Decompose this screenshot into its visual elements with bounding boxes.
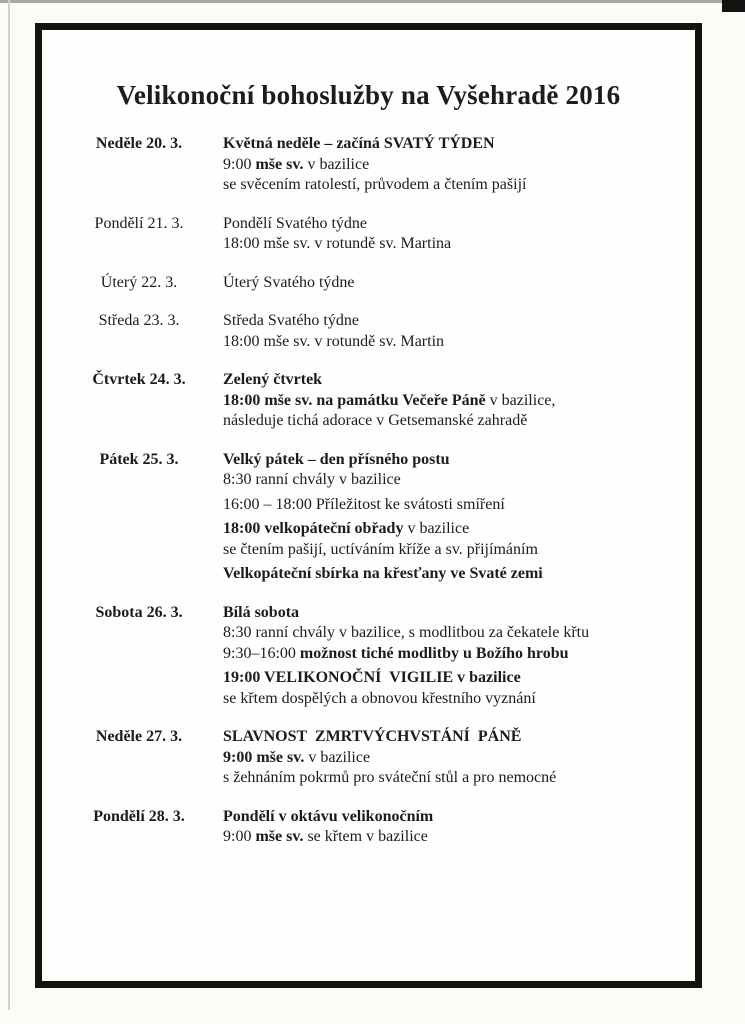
entry-line [223,644,589,665]
text-segment: se čtením pašijí, uctíváním kříže a sv. přijímáním [223,540,538,558]
schedule-entry [42,450,695,585]
text-segment: se křtem v bazilice [303,828,428,845]
entry-line [223,411,555,432]
entry-line [223,332,444,353]
schedule-entry [42,273,695,294]
text-segment: 9:00 [223,155,256,173]
entry-line [223,273,355,294]
text-segment: 18:00 velkopáteční obřady [223,520,404,537]
text-segment: se křtem dospělých a obnovou křestního vyznání [223,689,536,707]
text-segment: Bílá sobota [223,603,300,621]
entry-line [223,827,433,848]
text-segment: 18:00 mše sv. v rotundě sv. Martin [223,332,445,350]
entry-line [223,807,433,828]
text-segment: 18:00 mše sv. na památku Večeře Páně [223,391,486,409]
text-segment: 8:30 ranní chvály v bazilice, s modlitbou za čekatele křtu [223,624,590,641]
entry-date: Úterý 22. 3. [100,273,178,291]
schedule-entry [42,807,695,848]
entry-date: Sobota 26. 3. [95,603,183,621]
entry-line [223,748,556,769]
text-segment: SLAVNOST ZMRTVÝCHVSTÁNÍ PÁNĚ [223,728,522,745]
text-segment: Pondělí Svatého týdne [223,214,367,232]
schedule-entry [42,370,695,432]
scan-artifact-corner-mark [722,0,745,12]
schedule-entry [42,311,695,352]
entry-line [223,689,589,710]
entry-line [223,564,543,585]
text-segment: Zelený čtvrtek [223,371,323,388]
scan-artifact-top-line [0,0,745,3]
entry-line [223,470,543,491]
text-segment: v bazilice, [485,391,556,409]
entry-date: Pátek 25. 3. [99,450,179,468]
schedule-entry [42,214,695,255]
entry-line [223,495,543,516]
entry-line [223,668,589,689]
entry-line [223,768,556,789]
entry-details [223,370,555,432]
entry-details [223,450,543,585]
schedule-entry [42,727,695,789]
entry-line [223,603,589,624]
text-segment: Velkopáteční sbírka na křesťany ve Svaté zemi [223,565,543,582]
entry-line [223,134,526,155]
entry-line [223,519,543,540]
text-segment: následuje tichá adorace v Getsemanské zahradě [223,412,528,429]
text-segment: Středa Svatého týdne [223,312,359,329]
document-border-frame [35,23,702,988]
entry-line [223,391,555,412]
text-segment: v bazilice [303,155,370,173]
text-segment: 8:30 ranní chvály v bazilice [223,471,401,488]
text-segment: se svěcením ratolestí, průvodem a čtením pašijí [223,176,527,193]
entry-line [223,234,451,255]
entry-date: Pondělí 28. 3. [93,807,185,825]
entry-details [223,807,433,848]
entry-details [223,134,526,196]
entry-line [223,155,526,176]
text-segment: 16:00 – 18:00 Příležitost ke svátosti smíření [223,495,505,513]
entry-line [223,311,444,332]
text-segment: možnost tiché modlitby u Božího hrobu [299,644,569,662]
schedule-entry [42,134,695,196]
text-segment: 19:00 VELIKONOČNÍ VIGILIE v bazilice [223,669,521,686]
text-segment: Květná neděle – začíná SVATÝ TÝDEN [223,135,495,152]
text-segment: mše sv. [255,155,304,173]
scan-artifact-left-line [8,0,10,1010]
text-segment: mše sv. [255,828,304,845]
entry-date: Středa 23. 3. [98,312,180,329]
schedule-list [42,134,695,848]
page-title: Velikonoční bohoslužby na Vyšehradě 2016 [116,80,621,110]
entry-date: Čtvrtek 24. 3. [92,371,186,388]
entry-line [223,214,451,235]
entry-line [223,370,555,391]
text-segment: Úterý Svatého týdne [223,273,355,291]
text-segment: 18:00 mše sv. v rotundě sv. Martina [223,235,452,252]
text-segment: 9:30–16:00 [223,644,300,662]
text-segment: Velký pátek – den přísného postu [223,450,450,468]
entry-date: Neděle 20. 3. [95,135,183,152]
entry-date: Pondělí 21. 3. [94,214,184,232]
entry-line [223,450,543,471]
text-segment: s žehnáním pokrmů pro sváteční stůl a pro nemocné [223,769,557,786]
schedule-entry [42,603,695,710]
entry-details [223,727,556,789]
text-segment: v bazilice [304,748,371,766]
entry-details [223,311,444,352]
text-segment: 9:00 mše sv. [223,748,305,766]
entry-line [223,623,589,644]
text-segment: v bazilice [403,520,470,537]
entry-details [223,603,589,710]
entry-line [223,175,526,196]
entry-details [223,214,451,255]
text-segment: Pondělí v oktávu velikonočním [223,807,434,825]
entry-details [223,273,355,294]
entry-line [223,540,543,561]
text-segment: 9:00 [223,828,256,845]
entry-line [223,727,556,748]
entry-date: Neděle 27. 3. [95,728,183,745]
